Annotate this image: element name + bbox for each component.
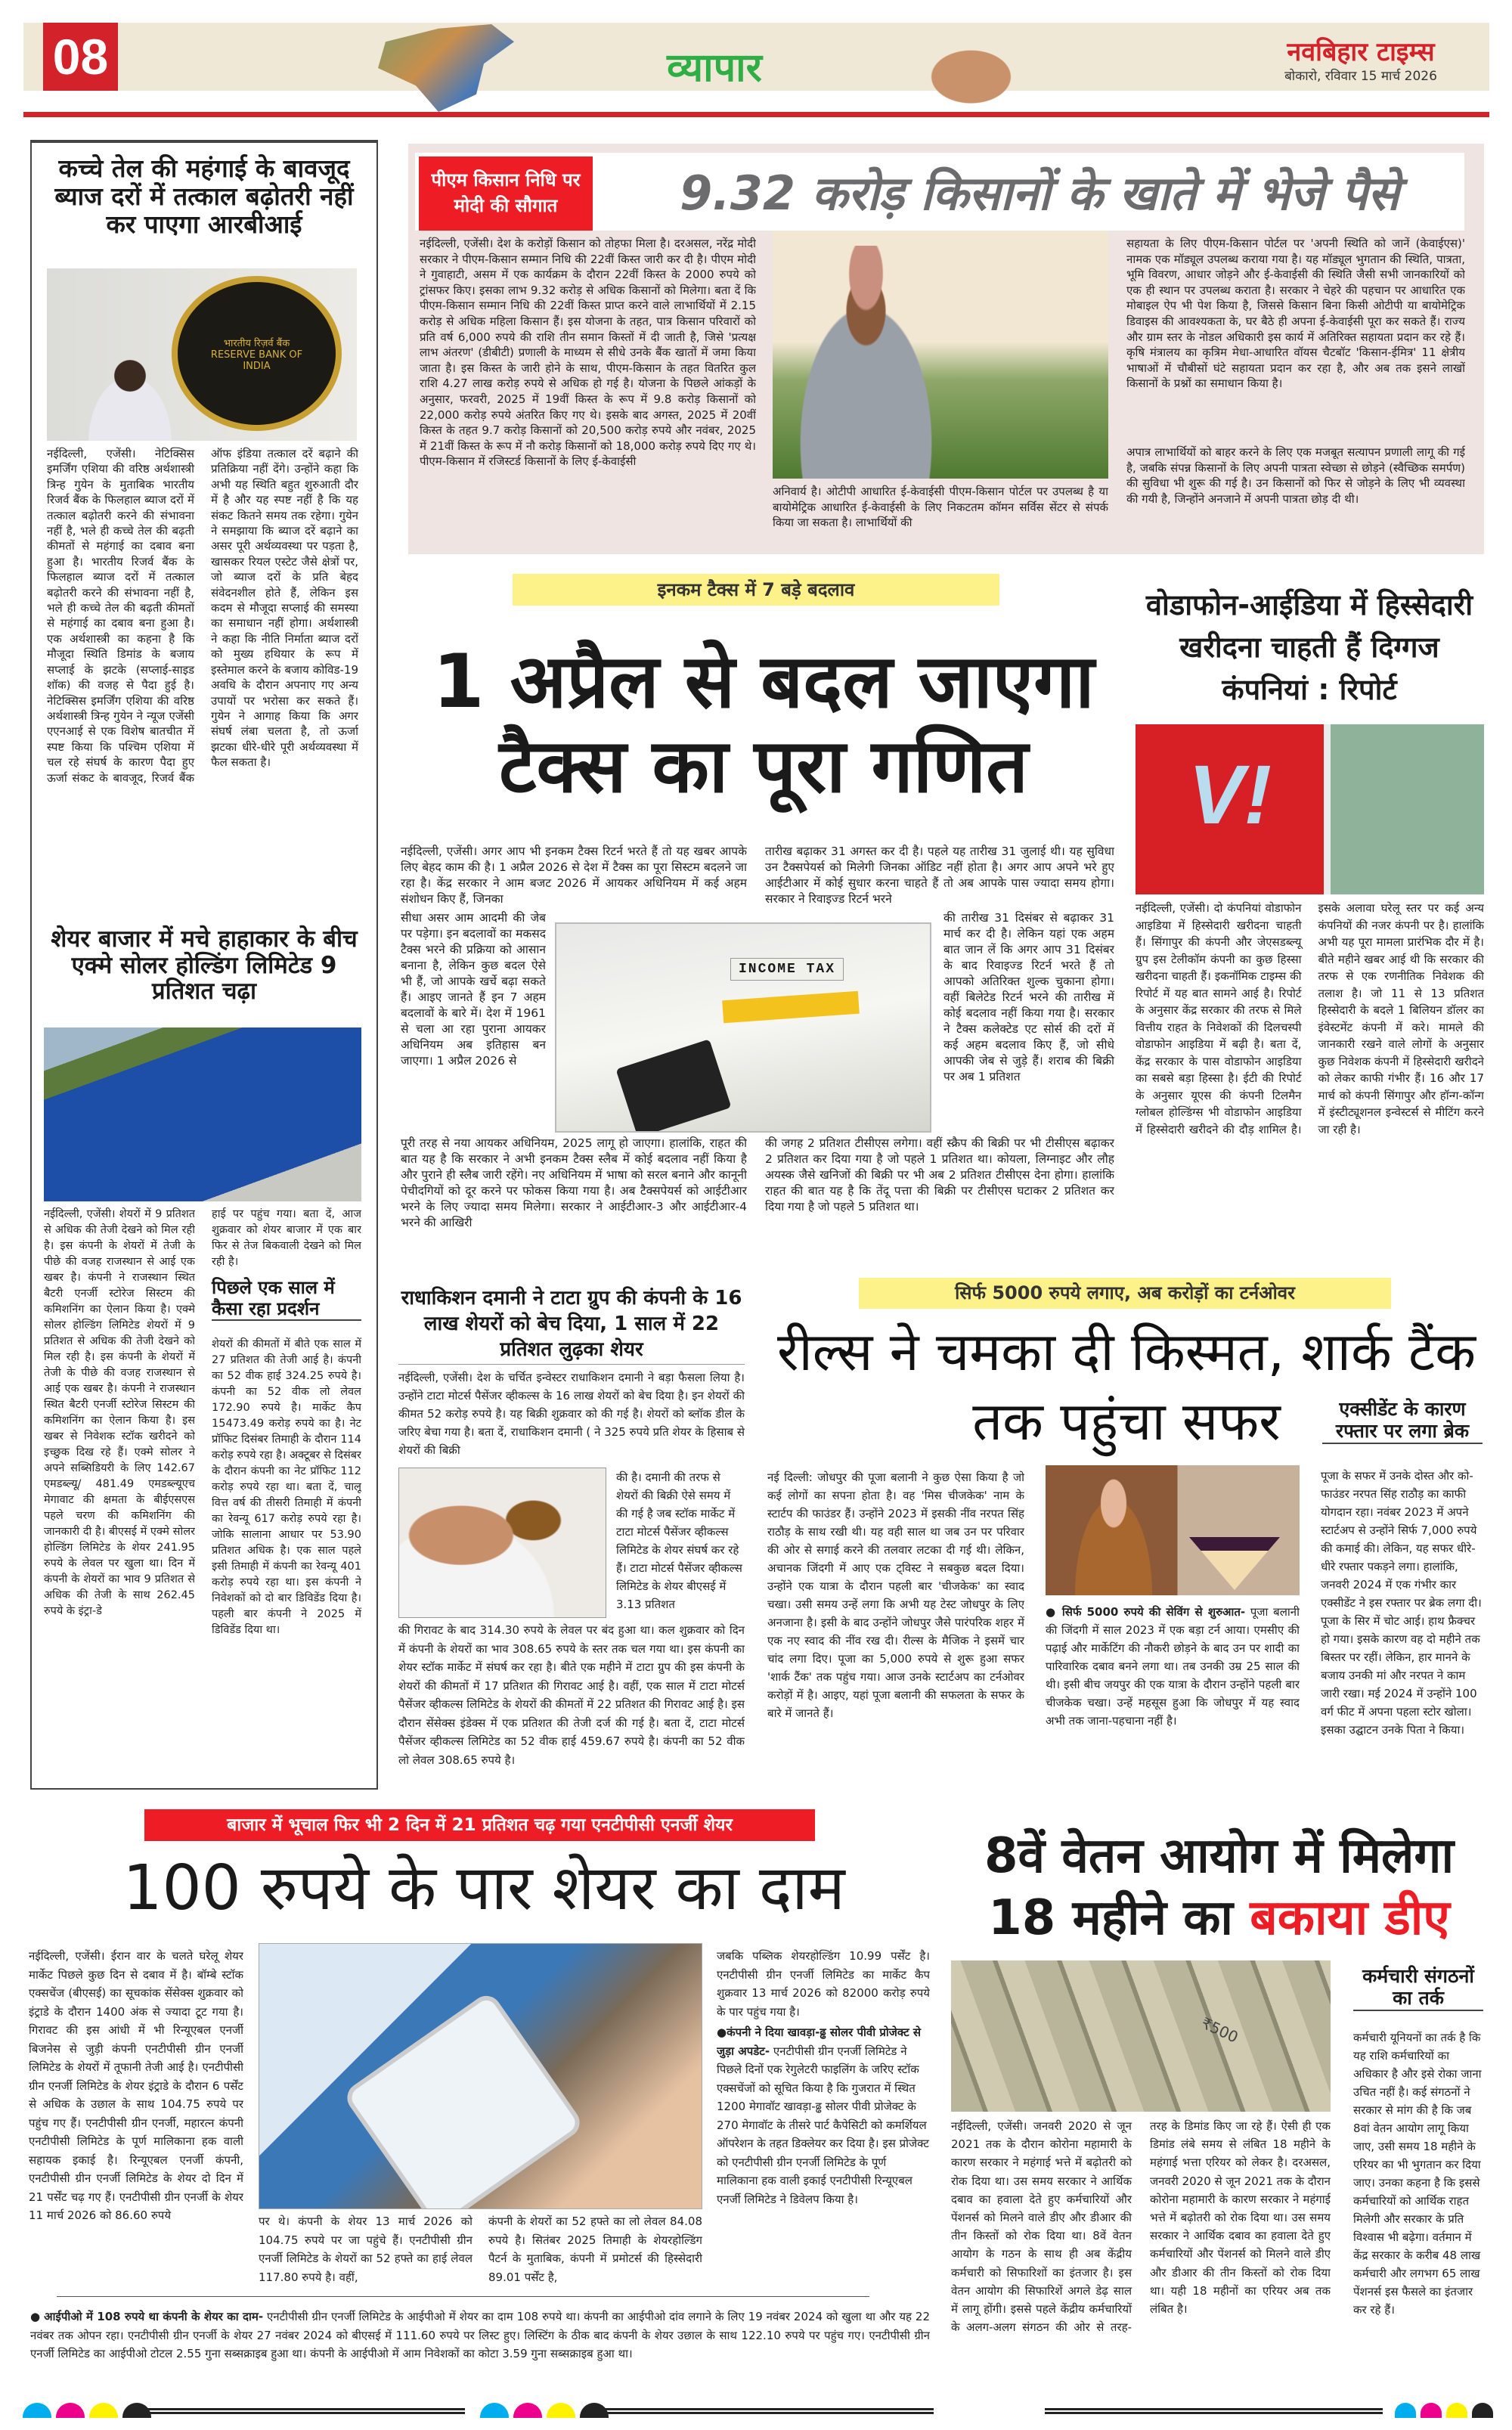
reels-bullet-body: पूजा बलानी की जिंदगी में साल 2023 में एक बड़ा टर्न आया। एमसीए की पढ़ाई और मार्केटिंग की नौकरी छोड़ने के बाद उन पर शादी का पारिवारिक दबाव बनने लगा था। तब उनकी उम्र 25 साल की थी। इसी बीच जयपुर की एक यात्रा के दौरान उन्होंने पहली बार चीजकेक चखा। उन्हें महसूस हुआ कि जोधपुर में यह स्वाद अभी तक जाना-पहचाना नहीं है। bbox=[1046, 1605, 1300, 1728]
bullet-dot-icon: ● bbox=[1046, 1605, 1062, 1619]
stock-phone-photo bbox=[259, 1943, 702, 2209]
income-tax-col2-wrap: की तारीख 31 दिसंबर से बढ़ाकर 31 मार्च कर दी है। लेकिन यहां एक अहम बात जान लें कि अगर आप 31 दिसंबर के बाद रिवाइज्ड रिटर्न भरते हैं तो आपको अतिरिक्त शुल्क चुकाना होगा। वहीं बिलेटेड रिटर्न भरने की तारीख में कोई बदलाव नहीं किया गया है। सरकार ने टैक्स कलेक्टेड एट सोर्स की दरों में कई अहम बदलाव किए हैं, जो सीधे आपकी जेब से जुड़े हैं। शराब की बिक्री पर अब 1 प्रतिशत bbox=[943, 911, 1114, 1083]
income-tax-headline: 1 अप्रैल से बदल जाएगा टैक्स का पूरा गणित bbox=[432, 639, 1095, 810]
income-tax-kicker: इनकम टैक्स में 7 बड़े बदलाव bbox=[513, 574, 999, 606]
farmer-figure bbox=[788, 246, 962, 479]
pay-headline-line2 bbox=[953, 1887, 1486, 1949]
income-tax-file-label: INCOME TAX bbox=[730, 958, 844, 981]
note-denomination: ₹500 bbox=[1198, 2013, 1241, 2047]
archer-illustration bbox=[892, 24, 1036, 112]
income-tax-col2-bottom: की जगह 2 प्रतिशत टीसीएस लगेगा। वहीं स्क्रैप की बिक्री पर भी टीसीएस बढ़ाकर 2 प्रतिशत कर दिया गया है जो पहले 1 प्रतिशत था। कोयला, लिग्नाइट और लौह अयस्क जैसे खनिजों की बिक्री पर भी अब 2 प्रतिशत टीसीएस देना होगा। हालांकि राहत की बात यह है कि तेंदू पत्ता की बिक्री पर टीसीएस घटाकर 2 प्रतिशत कर दिया गया है जो पहले 5 प्रतिशत था। bbox=[765, 1136, 1114, 1213]
damani-headline: राधाकिशन दमानी ने टाटा ग्रुप की कंपनी के 16 लाख शेयरों को बेच दिया, 1 साल में 22 प्रतिशत लुढ़का शेयर bbox=[401, 1287, 742, 1361]
newspaper-name: नवबिहार टाइम्स bbox=[1287, 37, 1435, 67]
pm-kisan-col1: नईदिल्ली, एजेंसी। देश के करोड़ों किसान को तोहफा मिला है। दरअसल, नरेंद्र मोदी सरकार ने पीएम-किसान सम्मान निधि की 22वीं किस्त जारी कर दी है। पीएम मोदी ने गुवाहाटी, असम में एक कार्यक्रम के दौरान 22वीं किस्त के 2000 रुपये को ट्रांसफर किए। इसका लाभ 9.32 करोड़ से अधिक किसानों को मिलेगा। बता दें कि पीएम-किसान सम्मान निधि की 22वीं किस्त प्राप्त करने वाले लाभार्थियों में 2.15 करोड़ से अधिक महिला किसान हैं। इस योजना के तहत, पात्र किसान परिवारों को प्रति वर्ष 6,000 रुपये की राशि तीन समान किस्तों में दी जाती है, जिसे 'प्रत्यक्ष लाभ अंतरण' (डीबीटी) प्रणाली के माध्यम से सीधे उनके बैंक खातों में जमा किया जाता है। इस किस्त के जारी होने के साथ, पीएम-किसान के तहत वितरित कुल राशि 4.27 लाख करोड़ रुपये से अधिक हो गई है। योजना के पिछले आंकड़ों के अनुसार, फरवरी, 2025 में 19वीं किस्त के रूप में 9.8 करोड़ किसानों को 22,000 करोड़ रुपये अंतरित किए गए थे। इसके बाद अगस्त, 2025 में 20वीं किस्त के तहत 9.7 करोड़ किसानों को 20,500 करोड़ रुपये और नवंबर, 2025 में 21वीं किस्त के रूप में नौ करोड़ किसानों को 18,000 करोड़ रुपये दिए गए थे। पीएम-किसान में रजिस्टर्ड किसानों के लिए ई-केवाईसी bbox=[420, 237, 756, 469]
damani-body-top: नईदिल्ली, एजेंसी। देश के चर्चित इन्वेस्टर राधाकिशन दमानी ने बड़ा फैसला लिया है। उन्होंने टाटा मोटर्स पैसेंजर व्हीकल्स के 16 लाख शेयरों को बेच दिया है। इन शेयरों की कीमत 52 करोड़ रुपये है। यह बिक्री शुक्रवार को की गई है। शेयरों को ब्लॉक डील के जरिए बेचा गया है। बता दें, राधाकिशन दमानी ( ने 325 रुपये प्रति शेयर के हिसाब से शेयरों की बिक्री bbox=[398, 1371, 745, 1457]
reels-kicker: सिर्फ 5000 रुपये लगाए, अब करोड़ों का टर्नओवर bbox=[859, 1278, 1391, 1309]
dateline: बोकारो, रविवार 15 मार्च 2026 bbox=[1284, 69, 1437, 84]
solar-body-col2b: शेयरों की कीमतों में बीते एक साल में 27 प्रतिशत की तेजी आई है। कंपनी का 52 वीक हाई 324.25 रुपये है। कंपनी का 52 वीक लो लेवल 172.90 रुपये है। मार्केट कैप 15473.49 करोड़ रुपये का है। नेट प्रॉफिट दिसंबर तिमाही के दौरान 114 करोड़ रुपये रहा है। अक्टूबर से दिसंबर के दौरान कंपनी का नेट प्रॉफिट 112 करोड़ रुपये रहा था। बता दें, चालू वित्त वर्ष की तीसरी तिमाही में कंपनी का रेवन्यू 617 करोड़ रुपये रहा है। जोकि सालाना आधार पर 53.90 प्रतिशत अधिक है। एक साल पहले इसी तिमाही में कंपनी का रेवन्यू 401 करोड़ रुपये रहा था। इस कंपनी ने निवेशकों को दो बार डिविडेंड दिया है। पहली बार कंपनी ने 2025 में डिविडेंड दिया था। bbox=[212, 1338, 361, 1636]
registration-marks-right bbox=[1395, 2403, 1493, 2418]
solar-body-col2: हाई पर पहुंच गया। बता दें, आज शुक्रवार को शेयर बाजार में एक बार फिर से तेज बिकवाली देखने को मिल रही है। bbox=[212, 1208, 361, 1268]
bullet-dot-icon: ● bbox=[717, 2026, 727, 2039]
currency-notes-photo bbox=[951, 1960, 1331, 2112]
reels-headline: रील्स ने चमका दी किस्मत, शार्क टैंक तक पहुंचा सफर bbox=[776, 1321, 1476, 1452]
ntpc-bullet1-body: एनटीपीसी ग्रीन एनर्जी लिमिटेड ने पिछले दिनों एक रेगुलेटरी फाइलिंग के जरिए स्टॉक एक्सचेंजों को सूचित किया है कि गुजरात में स्थित 1200 मेगावॉट खावड़ा-ढ्ढ सोलर पीवी प्रोजेक्ट के 270 मेगावॉट के तीसरे पार्ट कैपेसिटी को कमर्शियल ऑपरेशन के तहत डिक्लेयर कर दिया है। इस प्रोजेक्ट को एनटीपीसी ग्रीन एनर्जी लिमिटेड के पूर्ण मालिकाना हक वाली इकाई एनटीपीसी रिन्यूएबल एनर्जी लिमिटेड ने डिवेलप किया है। bbox=[717, 2044, 929, 2206]
rbi-photo bbox=[47, 268, 357, 441]
rbi-seal: भारतीय रिज़र्व बैंक RESERVE BANK OF INDIA bbox=[172, 276, 342, 431]
ntpc-headline: 100 रुपये के पार शेयर का दाम bbox=[122, 1852, 845, 1924]
vi-logo-photo bbox=[1136, 724, 1484, 894]
pm-kisan-caption: अनिवार्य है। ओटीपी आधारित ई-केवाईसी पीएम-किसान पोर्टल पर उपलब्ध है या बायोमेट्रिक आधारित ई-केवाईसी के लिए निकटतम कॉमन सर्विस सेंटर से संपर्क किया जा सकता है। लाभार्थियों की bbox=[773, 485, 1108, 530]
income-tax-col1-bottom: पूरी तरह से नया आयकर अधिनियम, 2025 लागू हो जाएगा। हालांकि, राहत की बात यह है कि सरकार ने अभी इनकम टैक्स स्लैब में कोई बदलाव नहीं किया है और पुराने ही स्लैब जारी रहेंगे। नए अधिनियम में भाषा को सरल बनाने और कानूनी पेचीदगियों को दूर करने पर फोकस किया गया है। अब टैक्सपेयर्स को आईटीआर भरने के लिए ज्यादा समय मिलेगा। सरकार ने आईटीआर-3 और आईटीआर-4 भरने की आखिरी bbox=[401, 1136, 747, 1229]
vodafone-body: नईदिल्ली, एजेंसी। दो कंपनियां वोडाफोन आइडिया में हिस्सेदारी खरीदना चाहती हैं। सिंगापुर की कंपनी और जेएसडब्ल्यू ग्रुप इस टेलीकॉम कंपनी का कुछ हिस्सा खरीदना चाहती हैं। इकनॉमिक टाइम्स की रिपोर्ट में यह बात सामने आई है। रिपोर्ट के अनुसार केंद्र सरकार की तरफ से मिले वित्तीय राहत के निवेशकों की दिलचस्पी वोडाफोन आइडिया में बढ़ी है। बता दें, केंद्र सरकार के पास वोडाफोन आइडिया का सबसे बड़ा हिस्सा है। ईटी की रिपोर्ट के अनुसार यूएस की कंपनी टिलमैन ग्लोबल होल्डिंग्स भी वोडाफोन आइडिया में हिस्सेदारी खरीदने की दौड़ शामिल है। इसके अलावा घरेलू स्तर पर कई अन्य कंपनियों की नजर कंपनी पर है। हालांकि अभी यह पूरा मामला प्रारंभिक दौर में है। बीते महीने खबर आई थी कि सरकार की तरफ से एक रणनीतिक निवेशक की तलाश है। जो 11 से 13 प्रतिशत हिस्सेदारी के बदले 1 बिलियन डॉलर का इंवेस्टमेंट कंपनी में करे। मामले की जानकारी रखने वाले लोगों के अनुसार कुछ निवेशक कंपनी में हिस्सेदारी खरीदने को लेकर काफी गंभीर हैं। 16 और 17 मार्च को कंपनी सिंगापुर और हॉन्ग-कॉन्ग में इंस्टीट्यूशनल इन्वेस्टर्स से मीटिंग करने जा रही है। bbox=[1136, 901, 1484, 1136]
ntpc-banner: बाजार में भूचाल फिर भी 2 दिन में 21 प्रतिशत चढ़ गया एनटीपीसी एनर्जी शेयर bbox=[144, 1809, 815, 1841]
footer-rule-left bbox=[132, 2408, 465, 2414]
ntpc-col4-top: जबकि पब्लिक शेयरहोल्डिंग 10.99 पर्सेंट है। एनटीपीसी ग्रीन एनर्जी लिमिटेड का मार्केट कैप शुक्रवार 13 मार्च 2026 को 82000 करोड़ रुपये के पार पहुंच गया है। bbox=[717, 1949, 930, 2019]
ntpc-bullet1-lead: कंपनी ने दिया खावड़ा-ढ्ढ सोलर पीवी प्रोजेक्ट से जुड़ा अपडेट- bbox=[717, 2026, 921, 2058]
income-tax-col1-top: नईदिल्ली, एजेंसी। अगर आप भी इनकम टैक्स रिटर्न भरते हैं तो यह खबर आपके लिए बेहद काम की है। 1 अप्रैल 2026 से देश में टैक्स का पूरा सिस्टम बदलने जा रहा है। केंद्र सरकार ने आम बजट 2026 में आयकर अधिनियम में कई अहम संशोधन किए हैं, जिनका bbox=[401, 845, 747, 906]
rbi-headline: कच्चे तेल की महंगाई के बावजूद ब्याज दरों में तत्काल बढ़ोतरी नहीं कर पाएगा आरबीआई bbox=[54, 153, 354, 239]
pay-commission-headline bbox=[953, 1825, 1486, 1949]
pooja-figure bbox=[1064, 1473, 1163, 1595]
farmer-photo bbox=[773, 231, 1108, 479]
man-with-phone bbox=[77, 359, 183, 441]
pay-body: नईदिल्ली, एजेंसी। जनवरी 2020 से जून 2021 तक के दौरान कोरोना महामारी के कारण सरकार ने महंगाई भत्ते में बढ़ोतरी को रोक दिया था। उस समय सरकार ने आर्थिक दबाव का हवाला देते हुए कर्मचारियों और पेंशनर्स को मिलने वाले डीए और डीआर की तीन किस्तों को रोक दिया था। 8वें वेतन आयोग के गठन के साथ ही अब केंद्रीय कर्मचारी को सिफारिशों का इंतजार है। इस वेतन आयोग की सिफारिशें अगले डेढ़ साल में लागू होंगी। इससे पहले केंद्रीय कर्मचारियों के अलग-अलग संगठन की ओर से तरह-तरह के डिमांड किए जा रहे हैं। ऐसी ही एक डिमांड लंबे समय से लंबित 18 महीने के महंगाई भत्ता एरियर को लेकर है। दरअसल, जनवरी 2020 से जून 2021 तक के दौरान कोरोना महामारी के कारण सरकार ने महंगाई भत्ते में बढ़ोतरी को रोक दिया था। उस समय सरकार ने आर्थिक दबाव का हवाला देते हुए कर्मचारियों और पेंशनर्स को मिलने वाले डीए और डीआर की तीन किस्तों को रोक दिया था। यही 18 महीनों का एरियर अब तक लंबित है। bbox=[951, 2119, 1331, 2335]
bullet-dot-icon: ● bbox=[30, 2310, 45, 2323]
section-title: व्यापार bbox=[667, 45, 762, 91]
smartphone bbox=[342, 1990, 586, 2209]
pay-col3: कर्मचारी यूनियनों का तर्क है कि यह राशि कर्मचारियों का अधिकार है और इसे रोका जाना उचित नहीं है। कई संगठनों ने सरकार से मांग की है कि जब 8वां वेतन आयोग लागू किया जाए, उसी समय 18 महीने के एरियर का भी भुगतान कर दिया जाए। उनका कहना है कि इससे कर्मचारियों को आर्थिक राहत मिलेगी और सरकार के प्रति विश्वास भी बढ़ेगा। वर्तमान में केंद्र सरकार के करीब 48 लाख कर्मचारी और लगभग 65 लाख पेंशनर्स इस फैसले का इंतजार कर रहे हैं। bbox=[1353, 2031, 1482, 2317]
ntpc-col1: नईदिल्ली, एजेंसी। ईरान वार के चलते घरेलू शेयर मार्केट पिछले कुछ दिन से दबाव में है। बॉम्बे स्टॉक एक्सचेंज (बीएसई) का सूचकांक सेंसेक्स शुक्रवार को इंट्राडे के दौरान 1400 अंक से ज्यादा टूट गया है। गिरावट की इस आंधी में भी रिन्यूएबल एनर्जी बिजनेस से जुड़ी कंपनी एनटीपीसी ग्रीन एनर्जी लिमिटेड के शेयरों में तूफानी तेजी आई है। एनटीपीसी ग्रीन एनर्जी लिमिटेड के शेयर इंट्राडे के दौरान 6 पर्सेंट से अधिक के उछाल के साथ 104.75 रुपये पर पहुंच गए हैं। एनटीपीसी ग्रीन एनर्जी, महारत्न कंपनी एनटीपीसी लिमिटेड के पूर्ण मालिकाना हक वाली सहायक इकाई है। रिन्यूएबल एनर्जी कंपनी, एनटीपीसी ग्रीन एनर्जी लिमिटेड के शेयर दो दिन में 21 पर्सेंट चढ़ गए हैं। एनटीपीसी ग्रीन एनर्जी के शेयर 11 मार्च 2026 को 86.60 रुपये bbox=[29, 1949, 243, 2222]
pm-kisan-col3: सहायता के लिए पीएम-किसान पोर्टल पर 'अपनी स्थिति को जानें (केवाईएस)' नामक एक मॉड्यूल उपलब्ध कराया गया है। यह मॉड्यूल भुगतान की स्थिति, पात्रता, भूमि विवरण, आधार जोड़ने और ई-केवाईसी की स्थिति जैसी सभी जानकारियों को एक ही स्थान पर उपलब्ध कराता है। सरकार ने चेहरे की पहचान पर आधारित एक मोबाइल ऐप भी पेश किया है, जिससे किसान बिना किसी ओटीपी या बायोमेट्रिक डिवाइस की आवश्यकता के, घर बैठे ही अपना ई-केवाईसी पूरा कर सकते हैं। राज्य और ग्राम स्तर के नोडल अधिकारी इस कार्य में अतिरिक्त सहायता प्रदान कर रहे हैं। कृषि मंत्रालय का कृत्रिम मेधा-आधारित वॉयस चैटबॉट 'किसान-ईमित्र' 11 क्षेत्रीय भाषाओं में चौबीसों घंटे सहायता प्रदान कर रहा है, और अब तक इसने लाखों किसानों के प्रश्नों का समाधान किया है। bbox=[1126, 237, 1465, 391]
income-tax-col2-top: तारीख बढ़ाकर 31 अगस्त कर दी है। पहले यह तारीख 31 जुलाई थी। यह सुविधा उन टैक्सपेयर्स को मिलेगी जिनका ऑडिट नहीं होता है। अगर आप अपने भरे हुए आईटीआर में कोई सुधार करना चाहते हैं तो अब आपके पास ज्यादा समय होगा। सरकार ने रिवाइज्ड रिटर्न भरने bbox=[765, 845, 1114, 906]
income-tax-documents-photo bbox=[555, 922, 931, 1133]
file-folder bbox=[722, 991, 860, 1023]
damani-body-wrap: की है। दमानी की तरफ से शेयरों की बिक्री ऐसे समय में की गई है जब स्टॉक मार्केट में टाटा मोटर्स पैसेंजर व्हीकल्स लिमिटेड के शेयर संघर्ष कर रहे हैं। टाटा मोटर्स पैसेंजर व्हीकल्स लिमिटेड के शेयर बीएसई में 3.13 प्रतिशत bbox=[616, 1471, 742, 1611]
ntpc-bullet2-lead: आईपीओ में 108 रुपये था कंपनी के शेयर का दाम- bbox=[44, 2310, 264, 2323]
damani-headline-rule bbox=[398, 1364, 745, 1365]
ntpc-bullet2 bbox=[30, 2308, 930, 2385]
pay-headline-black: 18 महीने का bbox=[988, 1890, 1250, 1946]
reels-subhead: एक्सीडेंट के कारण रफ्तार पर लगा ब्रेक bbox=[1322, 1399, 1483, 1444]
rbi-body: नईदिल्ली, एजेंसी। नेटिक्सिस इमर्जिंग एशिया की वरिष्ठ अर्थशास्त्री त्रिन्ह गुयेन के मुताबिक भारतीय रिजर्व बैंक के फिलहाल ब्याज दरों में तत्काल बढ़ोतरी करने की संभावना नहीं है, भले ही कच्चे तेल की बढ़ती कीमतों से महंगाई का दबाव बना हुआ है। भारतीय रिजर्व बैंक के फिलहाल ब्याज दरों में तत्काल बढ़ोतरी करने की संभावना नहीं है, भले ही कच्चे तेल की बढ़ती कीमतों से महंगाई का दबाव बना हुआ है। एक अर्थशास्त्री का कहना है कि मौजूदा स्थिति डिमांड के बजाय सप्लाई के झटके (सप्लाई-साइड शॉक) की वजह से पैदा हुई है। नेटिक्सिस इमर्जिंग एशिया की वरिष्ठ अर्थशास्त्री त्रिन्ह गुयेन ने न्यूज एजेंसी एएनआई से एक विशेष बातचीत में स्पष्ट किया कि पश्चिम एशिया में चल रहे संघर्ष के कारण पैदा हुए ऊर्जा संकट के बावजूद, रिजर्व बैंक ऑफ इंडिया तत्काल दरें बढ़ाने की प्रतिक्रिया नहीं देंगे। उन्होंने कहा कि अभी यह स्थिति बहुत शुरुआती दौर में है और यह स्पष्ट नहीं है कि यह संकट कितने समय तक रहेगा। गुयेन ने समझाया कि ब्याज दरें बढ़ाने का असर पूरी अर्थव्यवस्था पर पड़ता है, खासकर रियल एस्टेट जैसे क्षेत्रों पर, जो ब्याज दरों के प्रति बेहद संवेदनशील होते हैं, लेकिन इस कदम से मौजूदा सप्लाई की समस्या का समाधान नहीं होगा। अर्थशास्त्री ने कहा कि नीति निर्माता ब्याज दरों को मुख्य हथियार के रूप में इस्तेमाल करने के बजाय कोविड-19 अवधि के दौरान अपनाए गए अन्य उपायों पर भरोसा कर सकते हैं। गुयेन ने आगाह किया कि अगर संघर्ष लंबा चलता है, तो ऊर्जा झटका धीरे-धीरे पूरी अर्थव्यवस्था में फैल सकता है। bbox=[47, 447, 358, 785]
income-tax-col1-wrap: सीधा असर आम आदमी की जेब पर पड़ेगा। इन बदलावों का मकसद टैक्स भरने की प्रक्रिया को आसान बनाना है, लेकिन कुछ बदल ऐसे भी हैं, जो आपके खर्चे बढ़ा सकते हैं। आइए जानते हैं इन 7 अहम बदलावों के बारे में। देश में 1961 से चला आ रहा पुराना आयकर अधिनियम अब इतिहास बन जाएगा। 1 अप्रैल 2026 से bbox=[401, 911, 546, 1068]
solar-headline: शेयर बाजार में मचे हाहाकार के बीच एक्मे सोलर होल्डिंग लिमिटेड 9 प्रतिशत चढ़ा bbox=[51, 925, 358, 1006]
damani-photo bbox=[398, 1468, 606, 1618]
footer-rule-right bbox=[1045, 2408, 1383, 2414]
solar-subhead: पिछले एक साल में कैसा रहा प्रदर्शन bbox=[212, 1278, 361, 1321]
pay-headline-red: बकाया डीए bbox=[1250, 1890, 1450, 1946]
cheesecake-slice bbox=[1189, 1537, 1280, 1590]
ntpc-col2: पर थे। कंपनी के शेयर 13 मार्च 2026 को 104.75 रुपये पर जा पहुंचे हैं। एनटीपीसी ग्रीन एनर्जी लिमिटेड के शेयरों का 52 हफ्ते का हाई लेवल 117.80 रुपये है। वहीं, bbox=[259, 2215, 472, 2284]
pm-kisan-headline: 9.32 करोड़ किसानों के खाते में भेजे पैसे bbox=[680, 166, 1399, 221]
ntpc-bullet2-body: एनटीपीसी ग्रीन एनर्जी लिमिटेड के आईपीओ में शेयर का दाम 108 रुपये था। कंपनी का आईपीओ दांव लगाने के लिए 19 नवंबर 2024 को खुला था और यह 22 नवंबर तक ओपन रहा। एनटीपीसी ग्रीन एनर्जी के शेयर 27 नवंबर 2024 को बीएसई में 111.60 रुपये पर लिस्ट हुए। लिस्टिंग के ठीक बाद कंपनी के शेयर उछाल के साथ 122.10 रुपये पर पहुंच गए। एनटीपीसी ग्रीन एनर्जी लिमिटेड का आईपीओ टोटल 2.55 गुना सब्सक्राइब हुआ था। कंपनी के आईपीओ में आम निवेशकों का कोटा 3.59 गुना सब्सक्राइब हुआ था। bbox=[30, 2310, 930, 2360]
reels-bullet-lead: सिर्फ 5000 रुपये की सेविंग से शुरुआत- bbox=[1061, 1605, 1246, 1619]
ntpc-bullet1 bbox=[717, 2023, 930, 2288]
pay-headline-line1: 8वें वेतन आयोग में मिलेगा bbox=[984, 1828, 1455, 1884]
reels-col1: नई दिल्ली: जोधपुर की पूजा बलानी ने कुछ ऐसा किया है जो कई लोगों का सपना होता है। वह 'मिस चीजकेक' नाम के स्टार्टप की फाउंडर हैं। उन्होंने 2023 में इसकी नींव नरपत सिंह राठौड़ के साथ रखी थी। यह वही साल था जब उन पर परिवार की ओर से सगाई करने की तलवार लटका दी गई थी। लेकिन, अचानक जिंदगी में आए एक ट्विस्ट ने सबकुछ बदल दिया। उन्होंने एक यात्रा के दौरान पहली बार 'चीजकेक' का स्वाद चखा। उसी समय उन्हें लगा कि अभी यह टेस्ट जोधपुर के लिए अनजाना है। इसी के बाद उन्होंने जोधपुर जैसे पारंपरिक शहर में एक नए स्वाद की नींव रख दी। रील्स के मैजिक ने इसमें चार चांद लगा दिए। पूजा का 5,000 रुपये से शुरू हुआ सफर 'शार्क टैंक' तक पहुंच गया। आज उनके स्टार्टअप का टर्नओवर करोड़ों में है। आइए, यहां पूजा बलानी की सफलता के सफर के बारे में जानते हैं। bbox=[767, 1471, 1024, 1720]
reels-col3: पूजा के सफर में उनके दोस्त और को-फाउंडर नरपत सिंह राठौड़ का काफी योगदान रहा। नवंबर 2023 में अपने स्टार्टअप से उन्होंने सिर्फ 7,000 रुपये की कमाई की। लेकिन, यह सफर धीरे-धीरे रफ्तार पकड़ने लगा। हालांकि, जनवरी 2024 में एक गंभीर कार एक्सीडेंट ने इस रफ्तार पर ब्रेक लगा दी। पूजा के सिर में चोट आई। हाथ फ्रैक्चर हो गया। इसके कारण वह दो महीने तक बिस्तर पर रहीं। लेकिन, हार मानने के बजाय उनकी मां और नरपत ने काम जारी रखा। मई 2024 में उन्होंने 100 वर्ग फीट में अपना पहला स्टोर खोला। इसका उद्घाटन उनके पिता ने किया। bbox=[1321, 1469, 1482, 1737]
registration-marks-center bbox=[480, 2403, 609, 2418]
pm-kisan-label: पीएम किसान निधि पर मोदी की सौगात bbox=[419, 157, 593, 231]
solar-body-col1: नईदिल्ली, एजेंसी। शेयरों में 9 प्रतिशत से अधिक की तेजी देखने को मिल रही है। इस कंपनी के शेयरों में तेजी के पीछे की वजह राजस्थान से आई एक खबर है। कंपनी ने राजस्थान स्थित बैटरी एनर्जी स्टोरेज सिस्टम की कमिशनिंग का ऐलान किया है। एक्मे सोलर होल्डिंग लिमिटेड शेयरों में 9 प्रतिशत से अधिक की तेजी देखने को मिल रही है। इस कंपनी के शेयरों में तेजी के पीछे की वजह राजस्थान से आई एक खबर है। कंपनी ने राजस्थान स्थित बैटरी एनर्जी स्टोरेज सिस्टम की कमिशनिंग का ऐलान किया है। इस खबर से निवेशक स्टॉक खरीदने को इच्छुक दिख रहे हैं। एक्मे सोलर ने अपने सब्सिडियरी के लिए 142.67 एमडब्ल्यू/ 481.49 एमडब्ल्यूएच मेगावाट की क्षमता के बीईएसएस पहले चरण की कमिशनिंग की जानकारी दी है। बीएसई में एक्मे सोलर होल्डिंग लिमिटेड के शेयर 241.95 रुपये के लेवल पर खुला था। दिन में कंपनी के शेयरों का भाव 9 प्रतिशत से अधिक की तेजी के साथ 262.45 रुपये के इंट्रा-डे bbox=[44, 1208, 195, 1617]
page-number-badge: 08 bbox=[43, 23, 118, 91]
vi-logo: V! bbox=[1188, 749, 1272, 842]
ntpc-col3: कंपनी के शेयरों का 52 हफ्ते का लो लेवल 84.08 रुपये है। सितंबर 2025 तिमाही के शेयरहोल्डिंग पैटर्न के मुताबिक, कंपनी में प्रमोटर्स की हिस्सेदारी 89.01 पर्सेंट है, bbox=[488, 2215, 702, 2284]
vodafone-headline: वोडाफोन-आईडिया में हिस्सेदारी खरीदना चाहती हैं दिग्गज कंपनियां : रिपोर्ट bbox=[1145, 588, 1473, 706]
pay-subhead: कर्मचारी संगठनों का तर्क bbox=[1353, 1966, 1483, 2011]
footer-rule-center bbox=[593, 2408, 934, 2414]
header-rule bbox=[23, 112, 1489, 117]
reels-bullet bbox=[1046, 1603, 1300, 1786]
ntpc-divider bbox=[57, 2296, 869, 2297]
calculator-icon bbox=[616, 1039, 732, 1133]
solar-panels-photo bbox=[44, 1027, 361, 1201]
pm-kisan-col3b: अपात्र लाभार्थियों को बाहर करने के लिए एक मजबूत सत्यापन प्रणाली लागू की गई है, जबकि संपन्न किसानों के लिए अपनी पात्रता स्वेच्छा से छोड़ने (स्वैच्छिक समर्पण) की सुविधा भी शुरू की गई है। उन किसानों को फिर से जोड़ने के लिए भी व्यवस्था की गयी है, जिन्होंने अनजाने में अपनी पात्रता छोड़ दी थी। bbox=[1126, 445, 1465, 506]
reels-photo bbox=[1046, 1465, 1300, 1595]
damani-body-bottom: की गिरावट के बाद 314.30 रुपये के लेवल पर बंद हुआ था। कल शुक्रवार को दिन में कंपनी के शेयरों का भाव 308.65 रुपये के स्तर तक चल गया था। इस कंपनी का शेयर स्टॉक मार्केट में संघर्ष कर रहा है। बीते एक महीने में टाटा ग्रुप की इस कंपनी के शेयरों की कीमतों में 17 प्रतिशत की गिरावट आई है। वहीं, एक साल में टाटा मोटर्स पैसेंजर व्हीकल्स लिमिटेड के शेयरों की कीमतों में 22 प्रतिशत की गिरावट आई है। इस दौरान सेंसेक्स इंडेक्स में एक प्रतिशत की तेजी दर्ज की गई है। बता दें, टाटा मोटर्स पैसेंजर व्हीकल्स लिमिटेड का 52 वीक हाई 459.67 रुपये है। कंपनी का 52 वीक लो लेवल 308.65 रुपये है। bbox=[398, 1623, 745, 1767]
